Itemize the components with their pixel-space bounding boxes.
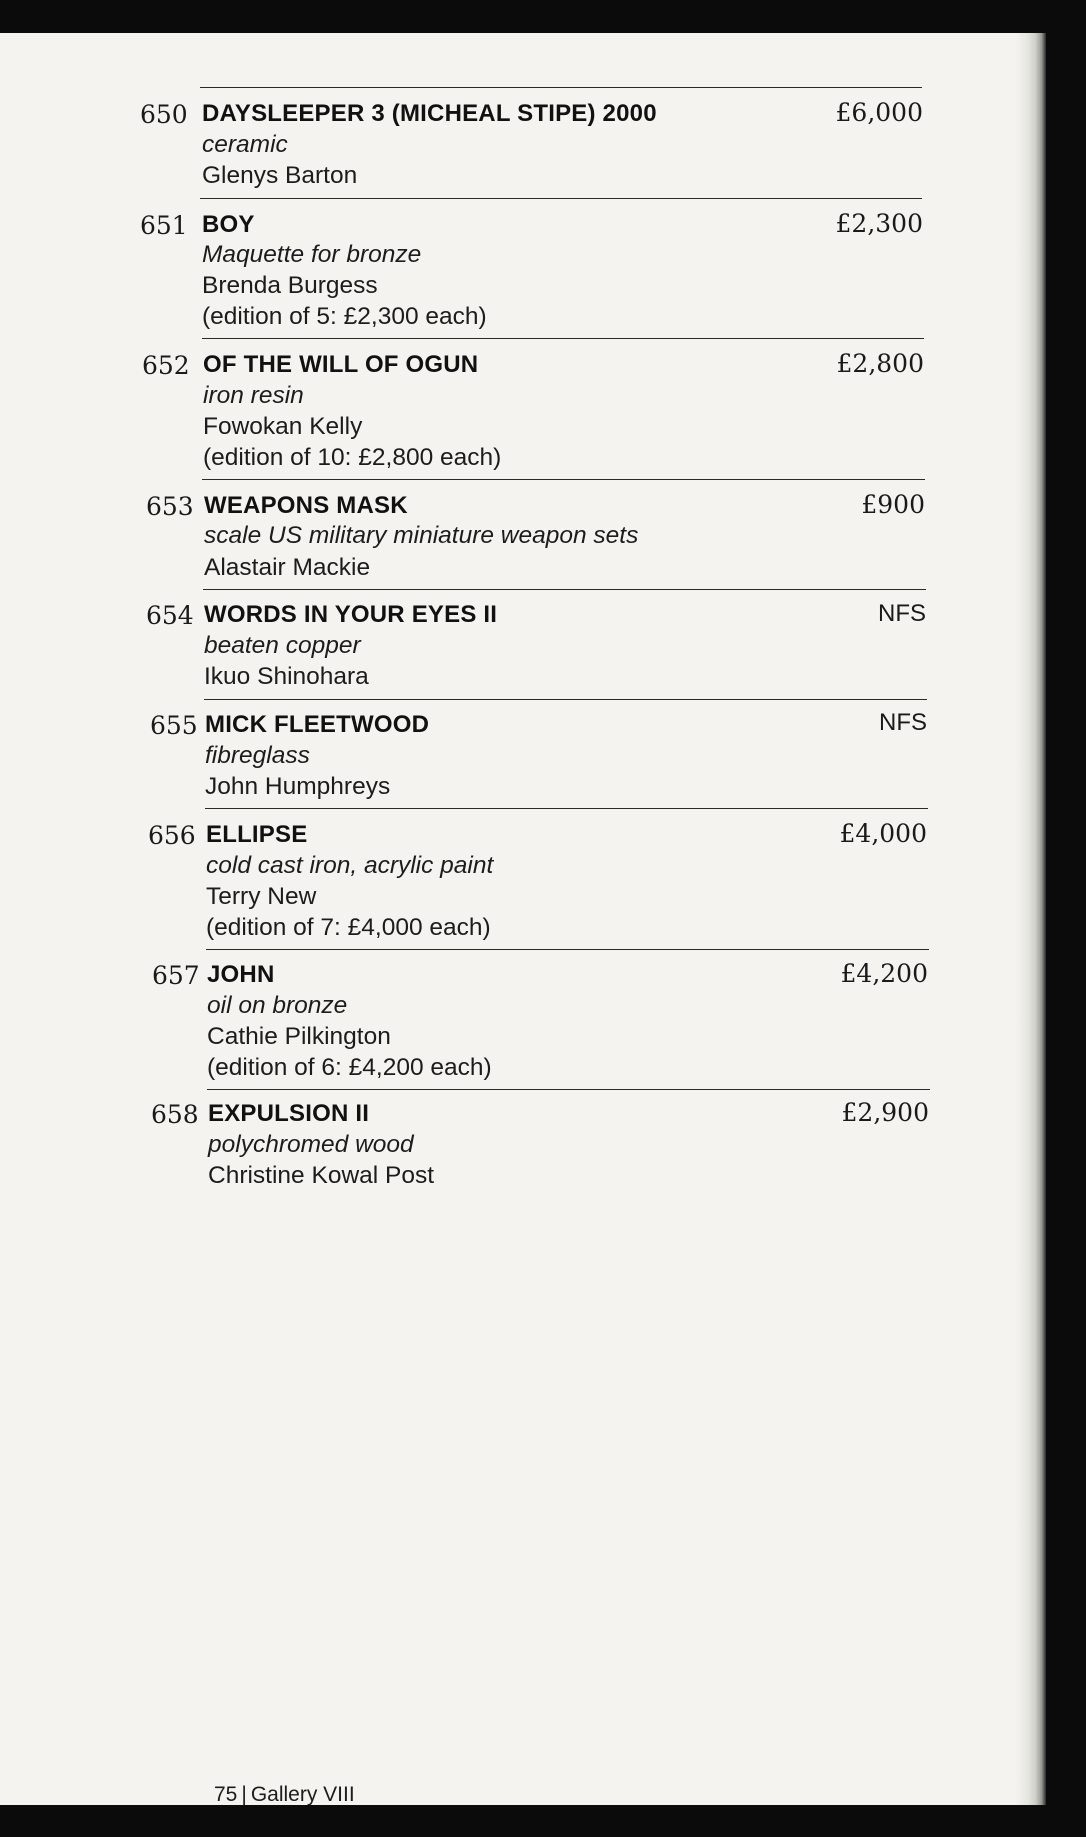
entry-title: WEAPONS MASK — [204, 492, 408, 519]
entry-title: ELLIPSE — [206, 821, 308, 848]
entry-number: 650 — [140, 100, 188, 129]
entry-artist: Ikuo Shinohara — [204, 663, 369, 690]
entry-edition: (edition of 10: £2,800 each) — [203, 444, 502, 471]
entry-title: JOHN — [207, 961, 275, 988]
entry-divider — [204, 699, 927, 700]
entry-divider — [203, 589, 926, 590]
entry-price: NFS — [879, 709, 927, 736]
page-footer — [214, 1783, 355, 1805]
entry-price: £2,800 — [836, 349, 924, 378]
entry-price: NFS — [878, 600, 926, 627]
entry-number: 652 — [142, 351, 190, 380]
entry-artist: Cathie Pilkington — [207, 1023, 391, 1050]
catalogue-page — [0, 33, 1040, 1805]
entry-medium: fibreglass — [205, 742, 310, 769]
entry-edition: (edition of 5: £2,300 each) — [202, 303, 487, 330]
entry-price: £4,200 — [840, 959, 928, 988]
entry-number: 655 — [150, 711, 198, 740]
entry-title: DAYSLEEPER 3 (MICHEAL STIPE) 2000 — [202, 100, 657, 127]
entry-artist: Glenys Barton — [202, 162, 358, 189]
entry-title: EXPULSION II — [208, 1100, 370, 1127]
entry-title: OF THE WILL OF OGUN — [203, 351, 479, 378]
entry-title: WORDS IN YOUR EYES II — [204, 601, 498, 628]
entry-number: 651 — [140, 211, 188, 240]
entry-edition: (edition of 6: £4,200 each) — [207, 1054, 492, 1081]
section-name: Gallery VIII — [250, 1783, 355, 1805]
entry-medium: cold cast iron, acrylic paint — [206, 852, 494, 879]
entry-divider — [200, 87, 922, 88]
entry-number: 654 — [146, 601, 194, 630]
page-number: 75 — [214, 1783, 238, 1805]
entry-number: 656 — [148, 821, 196, 850]
entry-artist: Christine Kowal Post — [208, 1162, 435, 1189]
entry-artist: Fowokan Kelly — [203, 413, 363, 440]
entry-medium: ceramic — [202, 131, 288, 158]
entry-divider — [205, 808, 928, 809]
entry-price: £900 — [861, 490, 925, 519]
entry-medium: oil on bronze — [207, 992, 348, 1019]
entry-medium: beaten copper — [204, 632, 361, 659]
entry-number: 653 — [146, 492, 194, 521]
entry-artist: Terry New — [206, 883, 317, 910]
entry-artist: Brenda Burgess — [202, 272, 378, 299]
entry-price: £2,900 — [841, 1098, 929, 1127]
entry-medium: scale US military miniature weapon sets — [204, 522, 639, 549]
entry-artist: John Humphreys — [205, 773, 391, 800]
entry-title: MICK FLEETWOOD — [205, 711, 430, 738]
entry-divider — [200, 198, 922, 199]
entry-medium: polychromed wood — [208, 1131, 414, 1158]
footer-separator: | — [241, 1783, 247, 1805]
entry-title: BOY — [202, 211, 255, 238]
entry-medium: Maquette for bronze — [202, 241, 422, 268]
entry-price: £6,000 — [835, 98, 923, 127]
entry-divider — [207, 1089, 930, 1090]
entry-artist: Alastair Mackie — [204, 554, 371, 581]
entry-divider — [202, 338, 924, 339]
entry-number: 657 — [152, 961, 200, 990]
entry-divider — [206, 949, 929, 950]
entry-price: £2,300 — [835, 209, 923, 238]
entry-edition: (edition of 7: £4,000 each) — [206, 914, 491, 941]
entry-price: £4,000 — [839, 819, 927, 848]
entry-number: 658 — [151, 1100, 199, 1129]
entry-medium: iron resin — [203, 382, 304, 409]
page-edge — [1016, 33, 1046, 1805]
entry-divider — [202, 479, 925, 480]
